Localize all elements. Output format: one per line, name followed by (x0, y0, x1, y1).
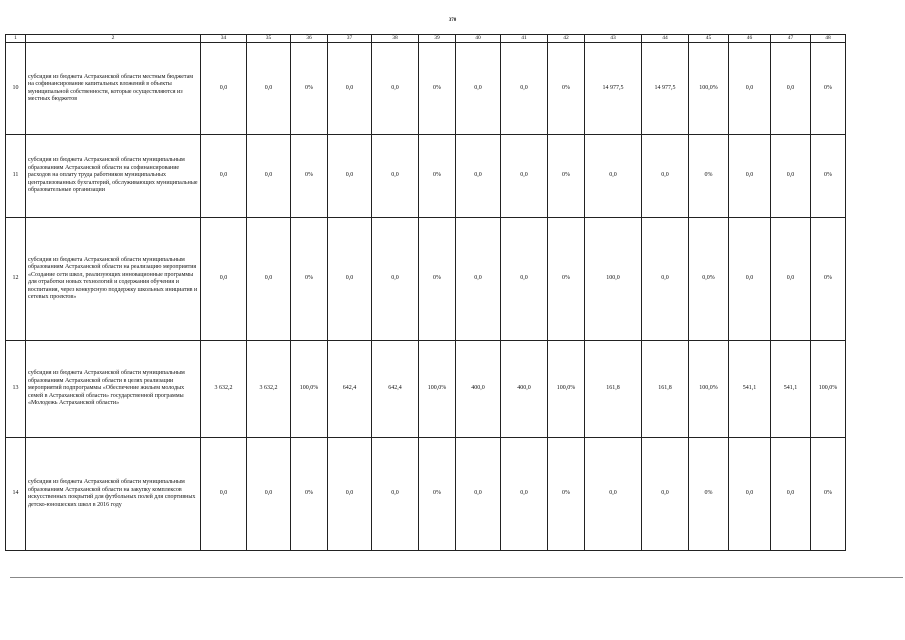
table-cell: 400,0 (501, 341, 548, 438)
table-cell: 0% (419, 135, 456, 218)
table-cell: 0% (419, 218, 456, 341)
table-row (6, 135, 846, 218)
table-cell: 0,0 (585, 135, 642, 218)
table-cell: 161,8 (642, 341, 689, 438)
table-cell: 642,4 (328, 341, 372, 438)
table-cell: 0% (689, 135, 729, 218)
table-cell: 3 632,2 (201, 341, 247, 438)
table-cell: 100,0 (585, 218, 642, 341)
row-description: субсидия из бюджета Астраханской области муниципальным образованиям Астраханской области на реализацию мероприятия «Создание сети школ, реализующих инновационные программы для отработки новых технологий и содержания обучения и воспитания, через конкурсную поддержку школьных инициатив и сетевых проектов» (26, 218, 201, 341)
header-cell: 46 (729, 35, 771, 43)
header-cell: 42 (548, 35, 585, 43)
table-cell: 0,0 (771, 135, 811, 218)
page-number: 370 (448, 18, 457, 23)
table-row (6, 218, 846, 341)
table-cell: 0,0 (247, 438, 291, 551)
row-description: субсидия из бюджета Астраханской области муниципальным образованиям Астраханской области на закупку комплексов искусственных покрытий для футбольных полей для спортивных детско-юношеских школ в 2016 году (26, 438, 201, 551)
table-cell: 0% (811, 218, 846, 341)
table-cell: 0% (419, 438, 456, 551)
table-cell: 0,0 (771, 218, 811, 341)
header-cell: 45 (689, 35, 729, 43)
row-number: 12 (6, 218, 26, 341)
row-number: 13 (6, 341, 26, 438)
table-cell: 0,0 (328, 218, 372, 341)
table-cell: 0,0 (501, 43, 548, 135)
table-row (6, 438, 846, 551)
row-number: 14 (6, 438, 26, 551)
header-cell: 36 (291, 35, 328, 43)
table-cell: 0% (291, 218, 328, 341)
table-cell: 0% (811, 43, 846, 135)
table-cell: 0% (689, 438, 729, 551)
header-cell: 1 (6, 35, 26, 43)
table-cell: 0,0 (729, 135, 771, 218)
table-cell: 0% (419, 43, 456, 135)
table-cell: 0% (811, 135, 846, 218)
table-cell: 0,0 (456, 43, 501, 135)
table-cell: 100,0% (419, 341, 456, 438)
table-cell: 0,0 (201, 43, 247, 135)
table-cell: 100,0% (291, 341, 328, 438)
table-cell: 0% (291, 438, 328, 551)
data-table (5, 34, 846, 551)
row-number: 10 (6, 43, 26, 135)
header-cell: 41 (501, 35, 548, 43)
table-cell: 0% (548, 43, 585, 135)
table-cell: 0,0% (689, 218, 729, 341)
header-cell: 39 (419, 35, 456, 43)
table-row (6, 341, 846, 438)
table-cell: 0,0 (642, 218, 689, 341)
table-cell: 0,0 (247, 135, 291, 218)
table-cell: 161,8 (585, 341, 642, 438)
table-cell: 0,0 (501, 135, 548, 218)
header-cell: 2 (26, 35, 201, 43)
table-cell: 0,0 (729, 43, 771, 135)
table-cell: 541,1 (729, 341, 771, 438)
table-cell: 0,0 (201, 438, 247, 551)
table-cell: 100,0% (689, 43, 729, 135)
row-number: 11 (6, 135, 26, 218)
table-cell: 0,0 (501, 218, 548, 341)
table-cell: 0,0 (729, 438, 771, 551)
table-cell: 0,0 (328, 43, 372, 135)
table-cell: 400,0 (456, 341, 501, 438)
table-cell: 0,0 (771, 438, 811, 551)
table-cell: 0,0 (771, 43, 811, 135)
table-cell: 0,0 (247, 43, 291, 135)
table-cell: 0% (548, 135, 585, 218)
table-cell: 0,0 (201, 135, 247, 218)
header-cell: 38 (372, 35, 419, 43)
header-cell: 43 (585, 35, 642, 43)
table-cell: 0,0 (642, 438, 689, 551)
header-cell: 44 (642, 35, 689, 43)
table-cell: 0,0 (372, 438, 419, 551)
table-cell: 14 977,5 (585, 43, 642, 135)
table-cell: 0% (291, 135, 328, 218)
table-cell: 642,4 (372, 341, 419, 438)
table-cell: 0,0 (501, 438, 548, 551)
table-cell: 541,1 (771, 341, 811, 438)
row-description: субсидия из бюджета Астраханской области местным бюджетам на софинансирование капитальных вложений в объекты муниципальной собственности, которые осуществляются из местных бюджетов (26, 43, 201, 135)
table-cell: 0,0 (372, 43, 419, 135)
table-cell: 100,0% (689, 341, 729, 438)
row-description: субсидия из бюджета Астраханской области муниципальным образованиям Астраханской области на софинансирование расходов на оплату труда работников муниципальных централизованных бухгалтерий, обслуживающих муниципальные образовательные организации (26, 135, 201, 218)
table-cell: 0% (548, 218, 585, 341)
header-cell: 34 (201, 35, 247, 43)
header-cell: 48 (811, 35, 846, 43)
table-cell: 0,0 (456, 438, 501, 551)
table-cell: 0,0 (585, 438, 642, 551)
table-cell: 0,0 (201, 218, 247, 341)
table-cell: 0,0 (247, 218, 291, 341)
row-description: субсидия из бюджета Астраханской области муниципальным образованиям Астраханской области в целях реализации мероприятий подпрограммы «Обеспечение жильем молодых семей в Астраханской области» государственной программы «Молодежь Астраханской области» (26, 341, 201, 438)
table-cell: 0% (291, 43, 328, 135)
table-cell: 0,0 (456, 135, 501, 218)
table-cell: 0% (811, 438, 846, 551)
header-cell: 47 (771, 35, 811, 43)
table-cell: 0% (548, 438, 585, 551)
table-row (6, 43, 846, 135)
table-cell: 0,0 (328, 135, 372, 218)
table-cell: 100,0% (811, 341, 846, 438)
table-cell: 0,0 (372, 218, 419, 341)
table-cell: 0,0 (642, 135, 689, 218)
table-cell: 14 977,5 (642, 43, 689, 135)
header-cell: 40 (456, 35, 501, 43)
table-cell: 0,0 (372, 135, 419, 218)
header-cell: 35 (247, 35, 291, 43)
table-cell: 0,0 (328, 438, 372, 551)
table-cell: 0,0 (456, 218, 501, 341)
table-cell: 0,0 (729, 218, 771, 341)
header-row (6, 35, 846, 43)
table-cell: 3 632,2 (247, 341, 291, 438)
page-bottom-divider (10, 577, 903, 578)
header-cell: 37 (328, 35, 372, 43)
table-cell: 100,0% (548, 341, 585, 438)
